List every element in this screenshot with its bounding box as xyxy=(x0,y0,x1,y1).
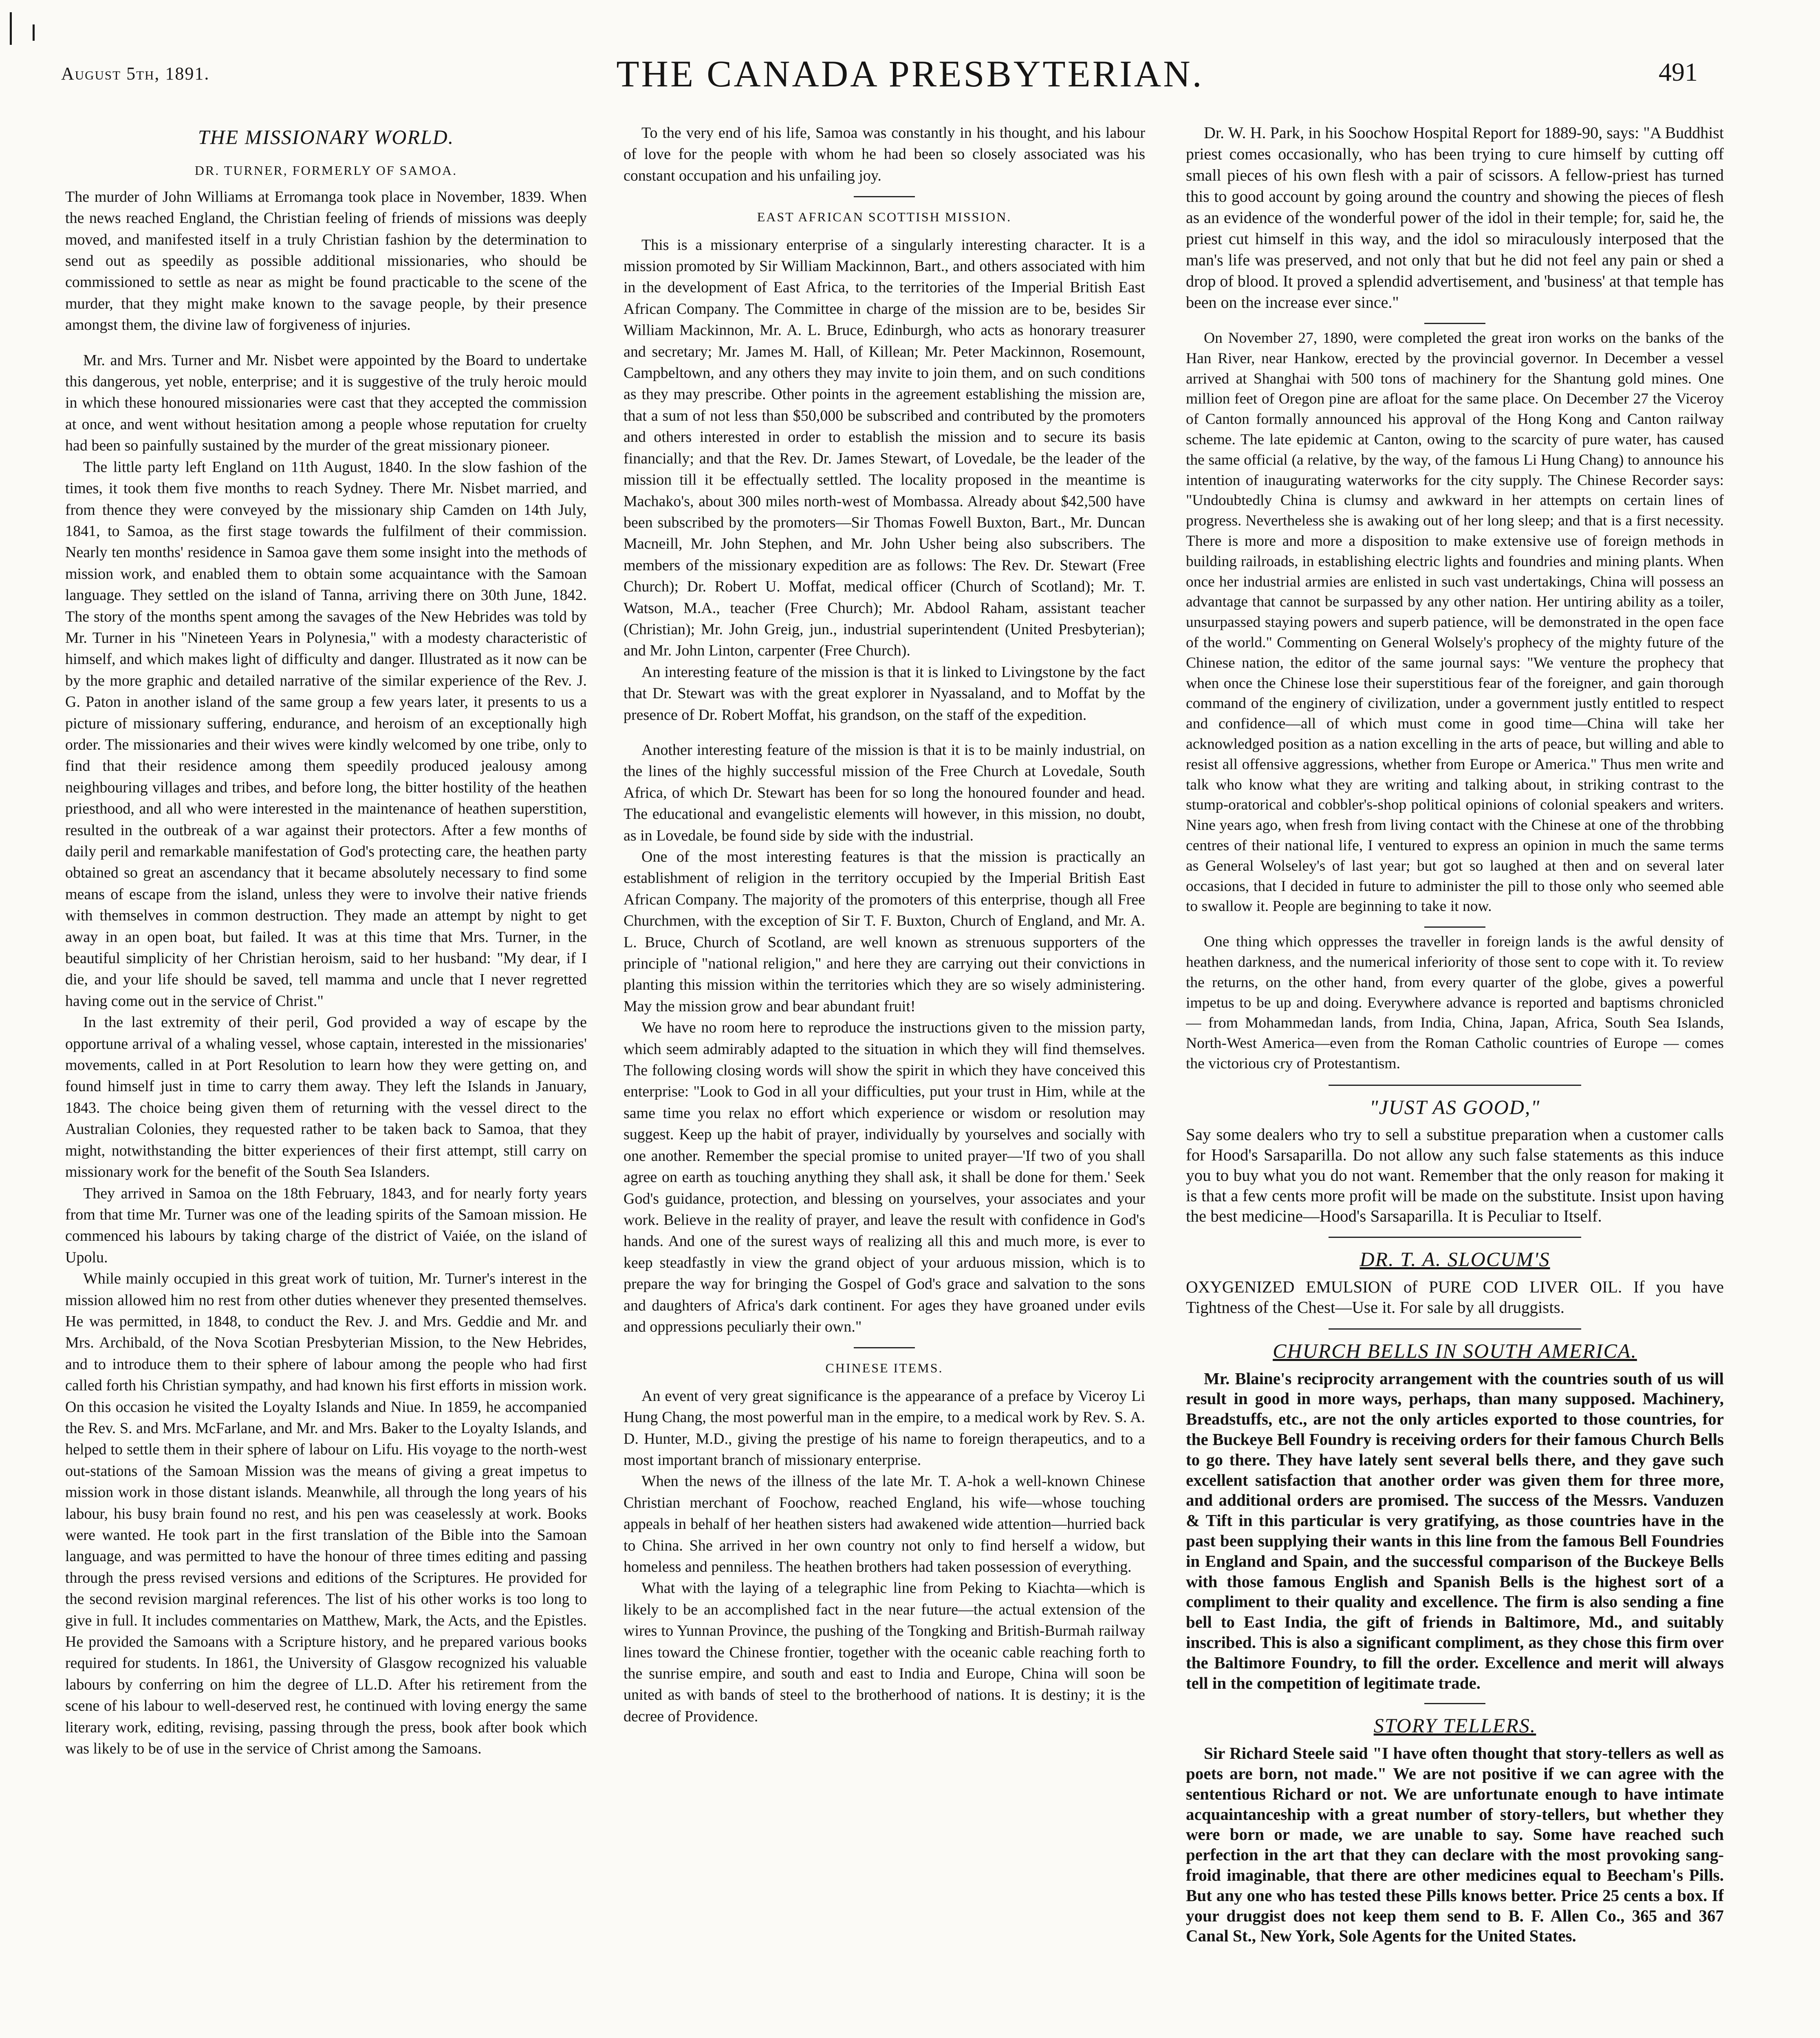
article-paragraph: We have no room here to reproduce the instructions given to the mission party, which seem admirably adapted to the situation in which they will find themselves. The following closing words will show the spirit in which they have conceived this enterprise: "Look to God in all your difficulties, put your trust in Him, while at the same time you relax no effort which experience or wisdom or resolution may suggest. Keep up the habit of prayer, individually by yourselves and socially with one another. Remember the special promise to united prayer—'If two of you shall agree on earth as touching anything they shall ask, it shall be done for them.' Seek God's guidance, protection, and blessing on yourselves, your associates and your work. Believe in the reality of prayer, and leave the result with confidence in God's hands. And one of the surest ways of realizing all this and much more, is ever to keep steadfastly in view the grand object of your arduous mission, which is to prepare the way for bringing the Gospel of God's grace and salvation to the sons and daughters of Africa's dark continent. For ages they have groaned under evils and oppressions peculiarly their own." xyxy=(624,1019,1145,1335)
article-paragraph: While mainly occupied in this great work of tuition, Mr. Turner's interest in the mission allowed him no rest from other duties whenever they presented themselves. He was permitted, in 1848, to conduct the Rev. J. and Mrs. Geddie and Mr. and Mrs. Archibald, of the Nova Scotian Presbyterian Mission, to the New Hebrides, and to introduce them to their sphere of labour among the people who had first called forth his Christian sympathy, and had known his first efforts in mission work. On this occasion he visited the Loyalty Islands and Niue. In 1859, he accompanied the Rev. S. and Mrs. McFarlane, and Mr. and Mrs. Baker to the Loyalty Islands, and helped to settle them in their sphere of labour on Lifu. His voyage to the north-west out-stations of the Samoan Mission was the means of giving a great impetus to mission work in those distant islands. Meanwhile, all through the long years of his labour, his busy brain found no rest, and his pen was ceaselessly at work. Books were wanted. He took part in the first translation of the Bible into the Samoan language, and was permitted to have the honour of three times editing and passing through the press revised versions and editions of the Scriptures. He provided for the second revision marginal references. The list of his other works is too long to give in full. It includes commentaries on Matthew, Mark, the Acts, and the Epistles. He provided the Samoans with a Scripture history, and he prepared various books required for students. In 1861, the University of Glasgow recognized his valuable labours by conferring on him the degree of LL.D. After his retirement from the scene of his labour to well-deserved rest, he continued with loving energy the same literary work, editing, revising, passing through the press, book after book which was likely to be of use in the service of Christ among the Samoans. xyxy=(65,1270,587,1758)
column-3 xyxy=(1186,122,1724,2038)
scan-mark xyxy=(33,24,35,41)
article-heading-east-african-mission: EAST AFRICAN SCOTTISH MISSION. xyxy=(757,210,1012,225)
ad-heading-slocum: DR. T. A. SLOCUM'S xyxy=(1359,1248,1550,1271)
article-paragraph: Mr. and Mrs. Turner and Mr. Nisbet were appointed by the Board to undertake this dangerous, yet noble, enterprise; and it is suggestive of the truly heroic mould in which these honoured missionaries were cast that they accepted the commission at once, and went without hesitation among a people whose reputation for cruelty had been so painfully sustained by the murder of the great missionary pioneer. xyxy=(65,351,587,454)
article-paragraph: In the last extremity of their peril, God provided a way of escape by the opportune arrival of a whaling vessel, whose captain, interested in the missionaries' movements, called in at Port Resolution to learn how they were getting on, and found himself just in time to carry them away. They left the Islands in January, 1843. The choice being given them of returning with the vessel direct to the Australian Colonies, they requested rather to be taken back to Samoa, that they might, notwithstanding the bitter experiences of their first attempt, still carry on missionary work for the benefit of the South Sea Islanders. xyxy=(65,1014,587,1181)
page-number: 491 xyxy=(1659,57,1698,86)
article-heading-dr-turner: DR. TURNER, FORMERLY OF SAMOA. xyxy=(194,163,458,178)
section-divider xyxy=(854,196,915,197)
article-paragraph: Dr. W. H. Park, in his Soochow Hospital Report for 1889-90, says: "A Buddhist priest comes occasionally, who has been trying to cure himself by cutting off small pieces of his own flesh with a pair of scissors. A fellow-priest has turned this to good account by going around the country and showing the pieces of flesh as an evidence of the wonderful power of the idol in their temple; for, said he, the priest cut himself in this way, and the idol so miraculously interposed that the man's life was preserved, and not only that but he did not feel any pain or shed a drop of blood. It proved a splendid advertisement, and 'business' at that temple has been on the increase ever since." xyxy=(1186,124,1724,311)
article-paragraph: Another interesting feature of the mission is that it is to be mainly industrial, on the lines of the highly successful mission of the Free Church at Lovedale, South Africa, of which Dr. Stewart has been for so long the honoured founder and head. The educational and evangelistic elements will however, in this mission, no doubt, as in Lovedale, be found side by side with the industrial. xyxy=(624,741,1145,844)
section-divider xyxy=(854,1347,915,1348)
ad-heading-church-bells: CHURCH BELLS IN SOUTH AMERICA. xyxy=(1273,1339,1637,1362)
article-paragraph: An event of very great significance is the appearance of a preface by Viceroy Li Hung Chang, the most powerful man in the empire, to a medical work by Rev. S. A. D. Hunter, M.D., giving the prestige of his name to foreign therapeutics, and to a most important branch of missionary enterprise. xyxy=(624,1387,1145,1469)
article-paragraph: One thing which oppresses the traveller in foreign lands is the awful density of heathen darkness, and the numerical inferiority of those sent to cope with it. To review the returns, on the other hand, from every quarter of the globe, gives a powerful impetus to be up and doing. Everywhere advance is reported and baptisms chronicled — from Mohammedan lands, from India, China, Japan, Africa, South Sea Islands, North-West America—even from the Roman Catholic countries of Europe — comes the victorious cry of Protestantism. xyxy=(1186,933,1724,1072)
article-paragraph: What with the laying of a telegraphic line from Peking to Kiachta—which is likely to be an accomplished fact in the near future—the actual extension of the wires to Yunnan Province, the pushing of the Tongking and British-Burmah railway lines toward the Chinese frontier, together with the oceanic cable reaching forth to the sunrise empire, and south and east to India and Europe, China will soon be united as with bands of steel to the brotherhood of nations. It is destiny; it is the decree of Providence. xyxy=(624,1579,1145,1725)
article-paragraph: One of the most interesting features is that the mission is practically an establishment of religion in the territory occupied by the Imperial British East African Company. The majority of the promoters of this enterprise, though all Free Churchmen, with the exception of Sir T. F. Buxton, Church of England, and Mr. A. L. Bruce, Church of Scotland, are well known as strenuous supporters of the principle of "national religion," and here they are carrying out their convictions in planting this mission within the territories which they are so wisely administering. May the mission grow and bear abundant fruit! xyxy=(624,848,1145,1015)
article-paragraph: The murder of John Williams at Erromanga took place in November, 1839. When the news reached England, the Christian feeling of friends of missions was deeply moved, and manifested itself in a truly Christian fashion by the determination to send out as speedily as possible additional missionaries, who should be commissioned to settle as near as might be found practicable to the scene of the murder, that they might make known to the savage people, by their presence amongst them, the divine law of forgiveness of injuries. xyxy=(65,188,587,334)
newspaper-title: THE CANADA PRESBYTERIAN. xyxy=(616,53,1204,95)
ad-text-slocum: OXYGENIZED EMULSION of PURE COD LIVER OIL. If you have Tightness of the Chest—Use it. For sale by all druggists. xyxy=(1186,1277,1724,1317)
ad-text-just-as-good: Say some dealers who try to sell a substitue preparation when a customer calls for Hood's Sarsaparilla. Do not allow any such false statements as this induce you to buy what you do not want. Remember that the only reason for making it is that a few cents more profit will be made on the substitute. Insist upon having the best medicine—Hood's Sarsaparilla. It is Peculiar to Itself. xyxy=(1186,1125,1724,1225)
article-paragraph: An interesting feature of the mission is that it is linked to Livingstone by the fact that Dr. Stewart was with the great explorer in Nyassaland, and to Moffat by the presence of Dr. Robert Moffat, his grandson, on the staff of the expedition. xyxy=(624,663,1145,723)
masthead xyxy=(0,0,1820,122)
section-divider xyxy=(1424,1703,1485,1704)
column-1 xyxy=(65,122,587,2038)
article-paragraph: They arrived in Samoa on the 18th February, 1843, and for nearly forty years from that time Mr. Turner was one of the leading spirits of the Samoan mission. He commenced his labours by taking charge of the district of Vaiée, on the island of Upolu. xyxy=(65,1184,587,1266)
column-2 xyxy=(624,122,1145,2038)
scan-mark xyxy=(10,12,12,45)
article-paragraph: This is a missionary enterprise of a singularly interesting character. It is a mission promoted by Sir William Mackinnon, Bart., and others associated with him in the development of East Africa, to the territories of the Imperial British East African Company. The Committee in charge of the mission are to be, besides Sir William Mackinnon, Mr. A. L. Bruce, Edinburgh, who acts as honorary treasurer and secretary; Mr. James M. Hall, of Killean; Mr. Peter Mackinnon, Rosemount, Campbeltown, and any others they may invite to join them, and on such conditions as they may prescribe. Other points in the agreement establishing the mission are, that a sum of not less than $50,000 be subscribed and contributed by the promoters and others interested in order to establish the mission and to secure its basis financially; and that the Rev. Dr. James Stewart, of Lovedale, be the leader of the mission till it be effectually settled. The locality proposed in the meantime is Machako's, about 300 miles north-west of Mombassa. Already about $42,500 have been subscribed by the promoters—Sir Thomas Fowell Buxton, Bart., Mr. Duncan Macneill, Mr. John Stephen, and Mr. John Usher being also subscribers. The members of the missionary expedition are as follows: The Rev. Dr. Stewart (Free Church); Dr. Robert U. Moffat, medical officer (Church of Scotland); Mr. T. Watson, M.A., teacher (Free Church); Mr. Abdool Raham, assistant teacher (Christian); Mr. John Greig, jun., industrial superintendent (United Presbyterian); and Mr. John Linton, carpenter (Free Church). xyxy=(624,236,1145,659)
article-paragraph: On November 27, 1890, were completed the great iron works on the banks of the Han River, near Hankow, erected by the provincial governor. In December a vessel arrived at Shanghai with 500 tons of machinery for the Shantung gold mines. One million feet of Oregon pine are afloat for the same place. On December 27 the Viceroy of Canton formally announced his approval of the Hong Kong and Canton railway scheme. The late epidemic at Canton, owing to the scarcity of pure water, has caused the same official (a relative, by the way, of the famous Li Hung Chang) to announce his intention of inaugurating waterworks for the city supply. The Chinese Recorder says: "Undoubtedly China is clumsy and awkward in her attempts on certain lines of progress. Nevertheless she is awaking out of her long sleep; and that is a first necessity. There is more and more a disposition to make extensive use of foreign methods in building railroads, in establishing electric lights and foundries and mining plants. When once her industrial armies are enlisted in such vast undertakings, China will possess an advantage that cannot be surpassed by any other nation. Her untiring ability as a toiler, unsurpassed staying powers and superb patience, will be demonstrated in the open face of the world." Commenting on General Wolsely's prophecy of the mighty future of the Chinese nation, the editor of the same journal says: "We venture the prophecy that when once the Chinese lose their superstitious fear of the foreigner, and gain thorough command of the enginery of civilization, under a government justly entitled to respect and confidence—all of which must come in good time—China will take her acknowledged position as a nation excelling in the arts of peace, but willing and able to resist all offensive aggressions, whether from Europe or America." Thus men write and talk who know what they are writing and talking about, in striking contrast to the stump-oratorical and cobbler's-shop political opinions of colonial speakers and writers. Nine years ago, when fresh from living contact with the Chinese at one of the throbbing centres of their national life, I ventured to express an opinion in much the same terms as General Wolseley's of last year; but got so laughed at then and on several later occasions, that I decided in future to administer the pill to those only who seemed able to swallow it. People are beginning to take it now. xyxy=(1186,330,1724,915)
article-paragraph: When the news of the illness of the late Mr. T. A-hok a well-known Chinese Christian merchant of Foochow, reached England, his wife—whose touching appeals in behalf of her heathen sisters had awakened wide attention—hurried back to China. She arrived in her own country not only to find herself a widow, but homeless and penniless. The heathen brothers had taken possession of everything. xyxy=(624,1473,1145,1575)
section-divider xyxy=(1424,926,1485,928)
section-divider xyxy=(1329,1328,1581,1330)
issue-date: August 5th, 1891. xyxy=(61,64,210,84)
section-divider xyxy=(1424,323,1485,324)
ad-text-church-bells: Mr. Blaine's reciprocity arrangement with the countries south of us will result in good in more ways, perhaps, than many supposed. Machinery, Breadstuffs, etc., are not the only articles exported to those countries, for the Buckeye Bell Foundry is receiving orders for their famous Church Bells to go there. They have lately sent several bells there, and they gave such excellent satisfaction that another order was given them for three more, and additional orders are promised. The success of the Messrs. Vanduzen & Tift in this particular is very gratifying, as those countries have in the past been supplying their wants in this line from the famous Bell Foundries in England and Spain, and the successful comparison of the Buckeye Bells with those famous English and Spanish Bells is the highest sort of a compliment to their quality and excellence. The firm is also sending a fine bell to East India, the gift of friends in Baltimore, Md., and suitably inscribed. This is also a significant compliment, as they chose this firm over the Baltimore Foundry, to fill the order. Excellence and merit will always tell in the competition of legitimate trade. xyxy=(1186,1369,1724,1692)
section-heading-missionary-world: THE MISSIONARY WORLD. xyxy=(198,126,454,148)
ad-text-story-tellers: Sir Richard Steele said "I have often thought that story-tellers as well as poets are born, not made." We are not positive if we can agree with the sententious Richard or not. We are unfortunate enough to have intimate acquaintanceship with a great number of story-tellers, but whether they were born or made, we are unable to say. Some have reached such perfection in the art that they can declare with the most provoking sang-froid imaginable, that there are other medicines equal to Beecham's Pills. But any one who has tested these Pills knows better. Price 25 cents a box. If your druggist does not keep them send to B. F. Allen Co., 365 and 367 Canal St., New York, Sole Agents for the United States. xyxy=(1186,1744,1724,1945)
section-divider xyxy=(1329,1085,1581,1086)
section-divider xyxy=(1329,1237,1581,1238)
ad-heading-story-tellers: STORY TELLERS. xyxy=(1373,1714,1536,1737)
ad-heading-just-as-good: "JUST AS GOOD," xyxy=(1369,1095,1540,1118)
article-heading-chinese-items: CHINESE ITEMS. xyxy=(825,1361,943,1376)
article-paragraph: To the very end of his life, Samoa was constantly in his thought, and his labour of love for the people with whom he had been so closely associated was his constant occupation and his unfailing joy. xyxy=(624,124,1145,184)
article-paragraph: The little party left England on 11th August, 1840. In the slow fashion of the times, it took them five months to reach Sydney. There Mr. Nisbet married, and from thence they were conveyed by the missionary ship Camden on 14th July, 1841, to Samoa, as the first stage towards the fulfilment of their commission. Nearly ten months' residence in Samoa gave them some insight into the methods of mission work, and enabled them to obtain some acquaintance with the Samoan language. They settled on the island of Tanna, arriving there on 30th June, 1842. The story of the months spent among the savages of the New Hebrides was told by Mr. Turner in his "Nineteen Years in Polynesia," with a modesty characteristic of himself, and which makes light of difficulty and danger. Illustrated as it now can be by the more graphic and detailed narrative of the similar experience of the Rev. J. G. Paton in another island of the same group a few years later, it presents to us a picture of missionary suffering, endurance, and heroism of an exceptionally high order. The missionaries and their wives were kindly welcomed by one tribe, only to find that their residence among them speedily produced jealousy among neighbouring villages and tribes, and before long, the bitter hostility of the heathen priesthood, and all who were interested in the maintenance of heathen superstition, resulted in the outbreak of a war against their protectors. After a few months of daily peril and remarkable manifestation of God's protecting care, the heathen party obtained so great an ascendancy that it became absolutely necessary to find some means of escape from the island, unless they were to involve their native friends with themselves in common destruction. They made an attempt by night to get away in an open boat, but failed. It was at this time that Mrs. Turner, in the beautiful simplicity of her Christian heroism, said to her husband: "My dear, if I die, and your life should be saved, tell mamma and uncle that I never regretted having come out in the service of Christ." xyxy=(65,458,587,1010)
